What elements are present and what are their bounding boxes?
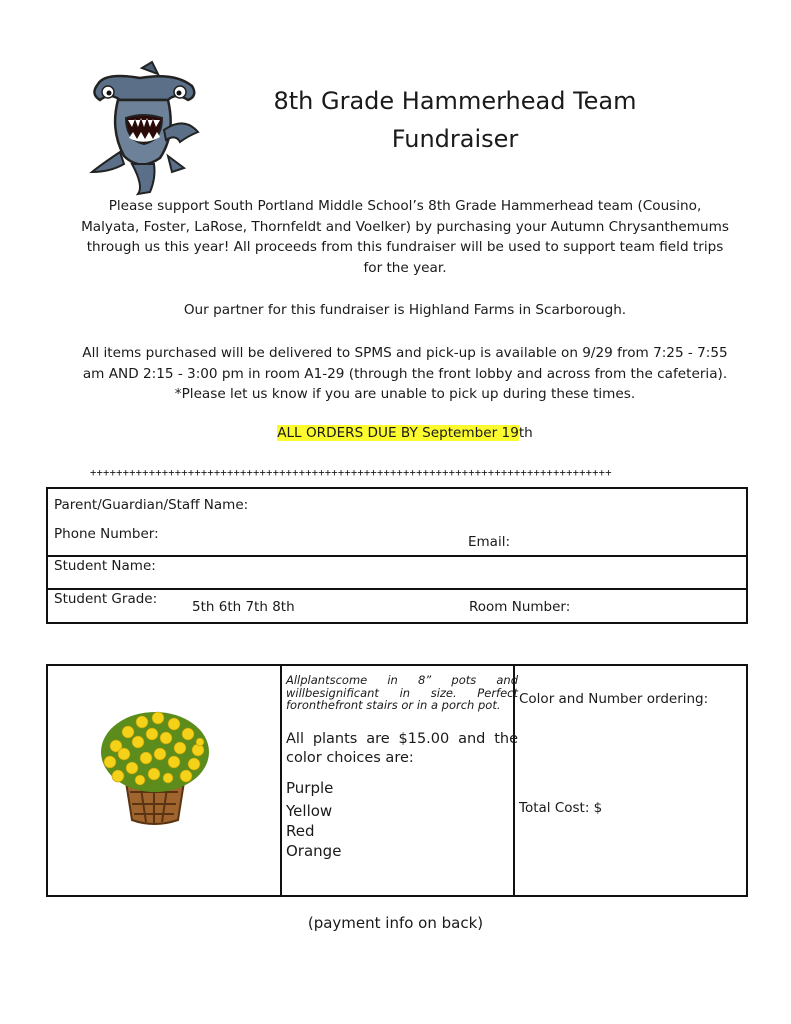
hammerhead-shark-icon (80, 60, 210, 200)
delivery-line: All items purchased will be delivered to SPMS and pick-up is available on 9/29 from 7:25 - 7:55 (82, 345, 728, 361)
separator-line: ++++++++++++++++++++++++++++++++++++++++++++++++++++++++++++++++++++++++++++++++ (90, 467, 612, 479)
phone-label: Phone Number: (54, 526, 159, 542)
plant-size-note: Allplantscome in 8” pots and willbesignificant in size. Perfect foronthefront stairs or in a porch pot. (286, 673, 518, 712)
color-option: Orange (286, 842, 342, 860)
deadline-suffix: th (518, 425, 533, 441)
page-title (240, 82, 670, 158)
color-option: Red (286, 822, 315, 840)
color-option: Purple (286, 779, 334, 797)
intro-line: Malyata, Foster, LaRose, Thornfeldt and Voelker) by purchasing your Autumn Chrysanthemums (81, 218, 729, 235)
intro-paragraph (60, 196, 750, 278)
partner-paragraph: Our partner for this fundraiser is Highland Farms in Scarborough. (183, 302, 627, 318)
intro-line: Please support South Portland Middle School’s 8th Grade Hammerhead team (Cousino, (108, 198, 702, 214)
color-option: Yellow (286, 802, 333, 820)
guardian-name-label: Parent/Guardian/Staff Name: (54, 497, 249, 513)
total-cost-label: Total Cost: $ (519, 800, 603, 816)
title-line-2: Fundraiser (391, 125, 519, 153)
title-line-1: 8th Grade Hammerhead Team (273, 87, 637, 115)
order-form (46, 664, 748, 897)
intro-line: for the year. (363, 259, 447, 276)
grade-options: 5th 6th 7th 8th (192, 599, 295, 615)
mum-basket-icon (96, 702, 214, 830)
delivery-line: *Please let us know if you are unable to pick up during these times. (174, 386, 636, 402)
delivery-paragraph (60, 343, 750, 405)
form-divider (48, 555, 746, 557)
email-label: Email: (468, 534, 511, 550)
deadline-notice (60, 423, 750, 444)
delivery-line: am AND 2:15 - 3:00 pm in room A1-29 (through the front lobby and across from the cafeteria). (82, 365, 728, 382)
student-name-label: Student Name: (54, 558, 156, 574)
payment-note: (payment info on back) (307, 914, 484, 932)
intro-line: through us this year! All proceeds from this fundraiser will be used to support team field trips (86, 239, 724, 255)
contact-form (46, 487, 748, 624)
form-divider (48, 588, 746, 590)
color-number-label: Color and Number ordering: (519, 691, 709, 707)
student-grade-label: Student Grade: (54, 591, 158, 607)
deadline-highlight: ALL ORDERS DUE BY September 19 (277, 425, 519, 441)
price-note: All plants are $15.00 and the color choices are: (286, 731, 518, 766)
room-number-label: Room Number: (469, 599, 571, 615)
order-divider (280, 666, 282, 895)
